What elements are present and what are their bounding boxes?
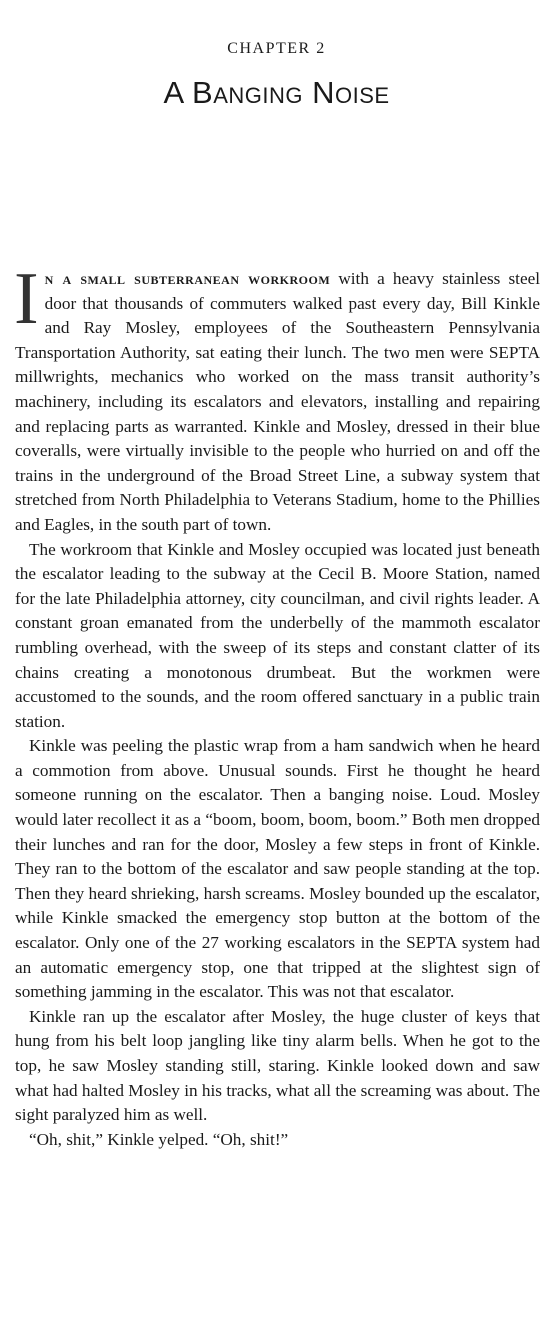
paragraph-1 — [14, 258, 540, 538]
chapter-title: A Banging Noise — [163, 75, 390, 110]
paragraph-4: Kinkle ran up the escalator after Mosley, the huge cluster of keys that hung from his belt loop jangling like tiny alarm bells. When he got to the top, he saw Mosley standing still, staring. Kinkle looked down and saw what had halted Mosley in his tracks, what all the screaming was about. The sight paralyzed him as well. — [15, 1006, 540, 1125]
lead-in: n a small subterranean workroom — [44, 269, 331, 288]
paragraph-3: Kinkle was peeling the plastic wrap from a ham sandwich when he heard a commotion from above. Unusual sounds. First he thought he heard someone running on the escalator. Then a banging noise. Loud. Mosley would later recollect it as a “boom, boom, boom, boom.” Both men dropped their lunches and ran for the door, Mosley a few steps in front of Kinkle. They ran to the bottom of the escalator and saw people standing at the top. Then they heard shrieking, harsh screams. Mosley bounded up the escalator, while Kinkle smacked the emergency stop button at the bottom of the escalator. Only one of the 27 working escalators in the SEPTA system had an automatic emergency stop, one that tripped at the slightest sign of something jamming in the escalator. This was not that escalator. — [15, 736, 540, 1002]
paragraph-1-text: with a heavy stainless steel door that thousands of commuters walked past every day, Bill Kinkle and Ray Mosley, employees of the Southeastern Pennsylvania Transportation Authority, sat eating their lunch. The two men were SEPTA millwrights, mechanics who worked on the mass transit authority’s machinery, including its escalators and elevators, installing and repairing and replacing parts as warranted. Kinkle and Mosley, dressed in their blue coveralls, were virtually invisible to the people who hurried on and off the trains in the underground of the Broad Street Line, a subway system that stretched from North Philadelphia to Veterans Stadium, home to the Phillies and Eagles, in the south part of town. — [15, 269, 540, 534]
chapter-body — [14, 258, 540, 1152]
paragraph-5: “Oh, shit,” Kinkle yelped. “Oh, shit!” — [29, 1129, 289, 1149]
drop-cap: I — [14, 258, 39, 340]
chapter-label: CHAPTER 2 — [227, 40, 326, 57]
paragraph-2: The workroom that Kinkle and Mosley occupied was located just beneath the escalator leading to the subway at the Cecil B. Moore Station, named for the late Philadelphia attorney, city councilman, and civil rights leader. A constant groan emanated from the underbelly of the mammoth escalator rumbling overhead, with the sweep of its steps and constant clatter of its chains creating a monotonous drumbeat. But the workmen were accustomed to the sounds, and the room offered sanctuary in a public train station. — [15, 539, 540, 731]
